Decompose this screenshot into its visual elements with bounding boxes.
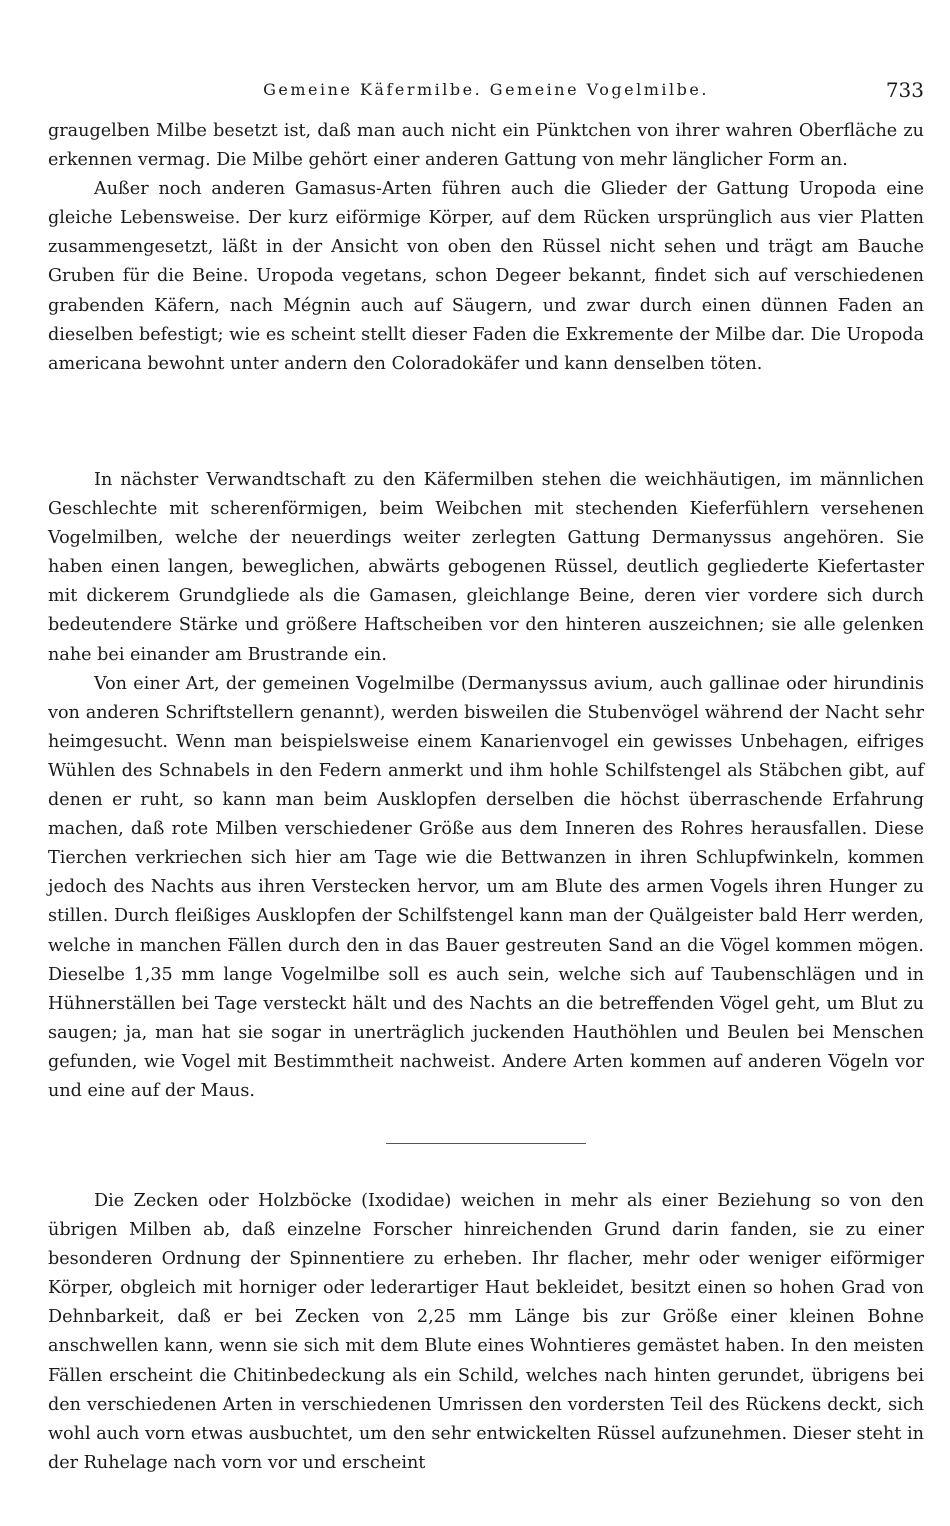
paragraph-zecken: Die Zecken oder Holzböcke (Ixodidae) weichen in mehr als einer Beziehung so von den übrigen Milben ab, daß einzelne Forscher hinreichenden Grund darin fanden, sie zu einer besonderen Ordnung der Spinnentiere zu erheben. Ihr flacher, mehr oder weniger eiförmiger Körper, obgleich mit horniger oder lederartiger Haut bekleidet, besitzt einen so hohen Grad von Dehnbarkeit, daß er bei Zecken von 2,25 mm Länge bis zur Größe einer kleinen Bohne anschwellen kann, wenn sie sich mit dem Blute eines Wohntieres gemästet haben. In den meisten Fällen erscheint die Chitinbedeckung als ein Schild, welches nach hinten gerundet, übrigens bei den verschiedenen Arten in verschiedenen Umrissen den vordersten Teil des Rückens deckt, sich wohl auch vorn etwas ausbuchtet, um den sehr entwickelten Rüssel aufzunehmen. Dieser steht in der Ruhelage nach vorn vor und erscheint bbox=[48, 1191, 924, 1473]
paragraph-gemeine-vogelmilbe: Von einer Art, der gemeinen Vogelmilbe (Dermanyssus avium, auch gallinae oder hirundinis von anderen Schriftstellern genannt), werden bisweilen die Stubenvögel während der Nacht sehr heimgesucht. Wenn man beispielsweise einem Kanarienvogel ein gewisses Unbehagen, eifriges Wühlen des Schnabels in den Federn anmerkt und ihm hohle Schilfstengel als Stäbchen gibt, auf denen er ruht, so kann man beim Ausklopfen derselben die höchst überraschende Erfahrung machen, daß rote Milben verschiedener Größe aus dem Inneren des Rohres herausfallen. Diese Tierchen verkriechen sich hier am Tage wie die Bettwanzen in ihren Schlupfwinkeln, kommen jedoch des Nachts aus ihren Verstecken hervor, um am Blute des armen Vogels ihren Hunger zu stillen. Durch fleißiges Ausklopfen der Schilfstengel kann man der Quälgeister bald Herr werden, welche in manchen Fällen durch den in das Bauer gestreuten Sand an die Vögel kommen mögen. Dieselbe 1,35 mm lange Vogelmilbe soll es auch sein, welche sich auf Taubenschlägen und in Hühnerställen bei Tage versteckt hält und des Nachts an die betreffenden Vögel geht, um Blut zu saugen; ja, man hat sie sogar in unerträglich juckenden Hauthöhlen und Beulen bei Menschen gefunden, wie Vogel mit Bestimmtheit nachweist. Andere Arten kommen auf anderen Vögeln vor und eine auf der Maus. bbox=[48, 673, 924, 1101]
page-header bbox=[48, 76, 924, 104]
text-block-lower bbox=[48, 1187, 924, 1478]
paragraph-vogelmilben: In nächster Verwandtschaft zu den Käfermilben stehen die weichhäutigen, im männlichen Geschlechte mit scherenförmigen, beim Weibchen mit stechenden Kieferfühlern versehenen Vogelmilben, welche der neuerdings weiter zerlegten Gattung Dermanyssus angehören. Sie haben einen langen, beweglichen, abwärts gebogenen Rüssel, deutlich gegliederte Kiefertaster mit dickerem Grundgliede als die Gamasen, gleichlange Beine, deren vier vordere sich durch bedeutendere Stärke und größere Haftscheiben vor den hinteren auszeichnen; sie alle gelenken nahe bei einander am Brustrande ein. bbox=[48, 470, 924, 665]
paragraph-uropoda: Außer noch anderen Gamasus-Arten führen auch die Glieder der Gattung Uropoda eine gleiche Lebensweise. Der kurz eiförmige Körper, auf dem Rücken ursprünglich aus vier Platten zusammengesetzt, läßt in der Ansicht von oben den Rüssel nicht sehen und trägt am Bauche Gruben für die Beine. Uropoda vegetans, schon Degeer bekannt, findet sich auf verschiedenen grabenden Käfern, nach Mégnin auch auf Säugern, und zwar durch einen dünnen Faden an dieselben befestigt; wie es scheint stellt dieser Faden die Exkremente der Milbe dar. Die Uropoda americana bewohnt unter andern den Coloradokäfer und kann denselben töten. bbox=[48, 179, 924, 374]
text-block-middle bbox=[48, 466, 924, 1106]
page-number: 733 bbox=[885, 78, 924, 102]
running-title: Gemeine Käfermilbe. Gemeine Vogelmilbe. bbox=[263, 80, 709, 99]
section-divider bbox=[386, 1143, 586, 1144]
text-block-upper bbox=[48, 117, 924, 379]
paragraph-continuation: graugelben Milbe besetzt ist, daß man auch nicht ein Pünktchen von ihrer wahren Oberfläche zu erkennen vermag. Die Milbe gehört einer anderen Gattung von mehr länglicher Form an. bbox=[48, 121, 924, 171]
